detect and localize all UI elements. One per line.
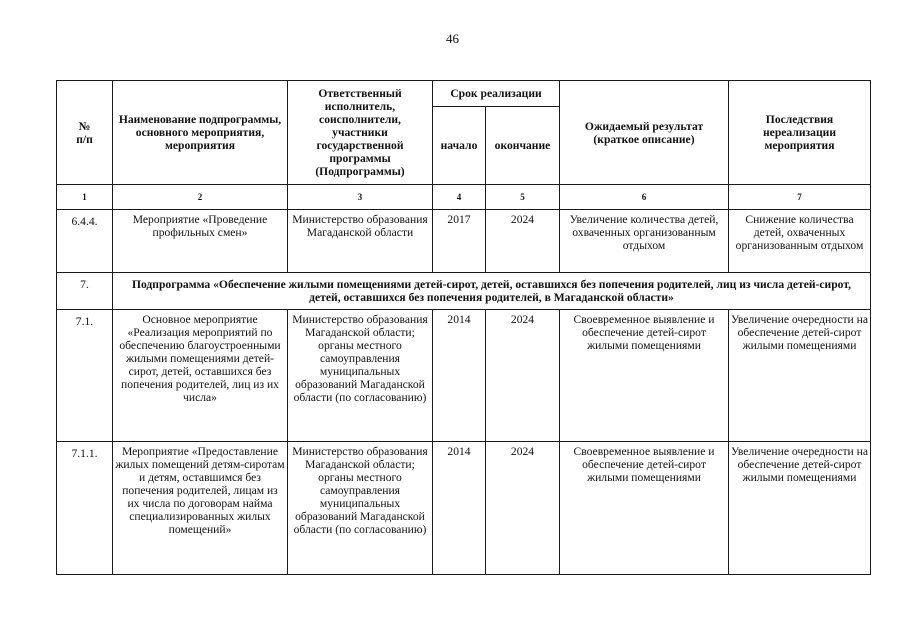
row-executor: Министерство образования Магаданской области — [288, 210, 433, 273]
row-end-year: 2024 — [486, 210, 560, 273]
row-consequence: Снижение количества детей, охваченных организованным отдыхом — [729, 210, 871, 273]
header-cell-consequence: Последствия нереализации мероприятия — [729, 81, 871, 185]
column-number: 4 — [433, 185, 486, 210]
header-cell-end: окончание — [486, 107, 560, 185]
column-number: 5 — [486, 185, 560, 210]
row-executor: Министерство образования Магаданской области; органы местного самоуправления муниципальных образований Магаданской области (по согласованию) — [288, 442, 433, 575]
header-cell-name: Наименование подпрограммы, основного мероприятия, мероприятия — [113, 81, 288, 185]
row-end-year: 2024 — [486, 310, 560, 442]
column-number: 3 — [288, 185, 433, 210]
table-row — [57, 442, 871, 575]
header-row-top — [57, 81, 871, 107]
row-result: Своевременное выявление и обеспечение детей-сирот жилыми помещениями — [560, 442, 729, 575]
program-table — [56, 80, 871, 575]
column-number: 1 — [57, 185, 113, 210]
row-start-year: 2014 — [433, 310, 486, 442]
subprogram-number: 7. — [57, 273, 113, 310]
row-result: Своевременное выявление и обеспечение детей-сирот жилыми помещениями — [560, 310, 729, 442]
header-cell-period: Срок реализации — [433, 81, 560, 107]
column-number: 2 — [113, 185, 288, 210]
header-cell-start: начало — [433, 107, 486, 185]
subprogram-row — [57, 273, 871, 310]
row-result: Увеличение количества детей, охваченных организованным отдыхом — [560, 210, 729, 273]
row-name: Мероприятие «Предоставление жилых помещений детям-сиротам и детям, оставшимся без попечения родителей, лицам из их числа по договорам найма специализированных жилых помещений» — [113, 442, 288, 575]
table-row — [57, 310, 871, 442]
row-end-year: 2024 — [486, 442, 560, 575]
row-name: Мероприятие «Проведение профильных смен» — [113, 210, 288, 273]
table-row — [57, 210, 871, 273]
header-cell-result: Ожидаемый результат (краткое описание) — [560, 81, 729, 185]
subprogram-title: Подпрограмма «Обеспечение жилыми помещениями детей-сирот, детей, оставшихся без попечения родителей, лиц из числа детей-сирот, детей, оставшихся без попечения родителей, в Магаданской области» — [113, 273, 871, 310]
row-executor: Министерство образования Магаданской области; органы местного самоуправления муниципальных образований Магаданской области (по согласованию) — [288, 310, 433, 442]
header-cell-executor: Ответственный исполнитель, соисполнители, участники государственной программы (Подпрограммы) — [288, 81, 433, 185]
row-number: 7.1. — [57, 310, 113, 442]
row-consequence: Увеличение очередности на обеспечение детей-сирот жилыми помещениями — [729, 442, 871, 575]
row-name: Основное мероприятие «Реализация мероприятий по обеспечению благоустроенными жилыми помещениями детей-сирот, детей, оставшихся без попечения родителей, лиц из их числа» — [113, 310, 288, 442]
row-number: 6.4.4. — [57, 210, 113, 273]
header-cell-number: № п/п — [57, 81, 113, 185]
column-numbers-row — [57, 185, 871, 210]
row-start-year: 2017 — [433, 210, 486, 273]
column-number: 6 — [560, 185, 729, 210]
page-number: 46 — [446, 31, 459, 46]
row-number: 7.1.1. — [57, 442, 113, 575]
row-start-year: 2014 — [433, 442, 486, 575]
column-number: 7 — [729, 185, 871, 210]
row-consequence: Увеличение очередности на обеспечение детей-сирот жилыми помещениями — [729, 310, 871, 442]
